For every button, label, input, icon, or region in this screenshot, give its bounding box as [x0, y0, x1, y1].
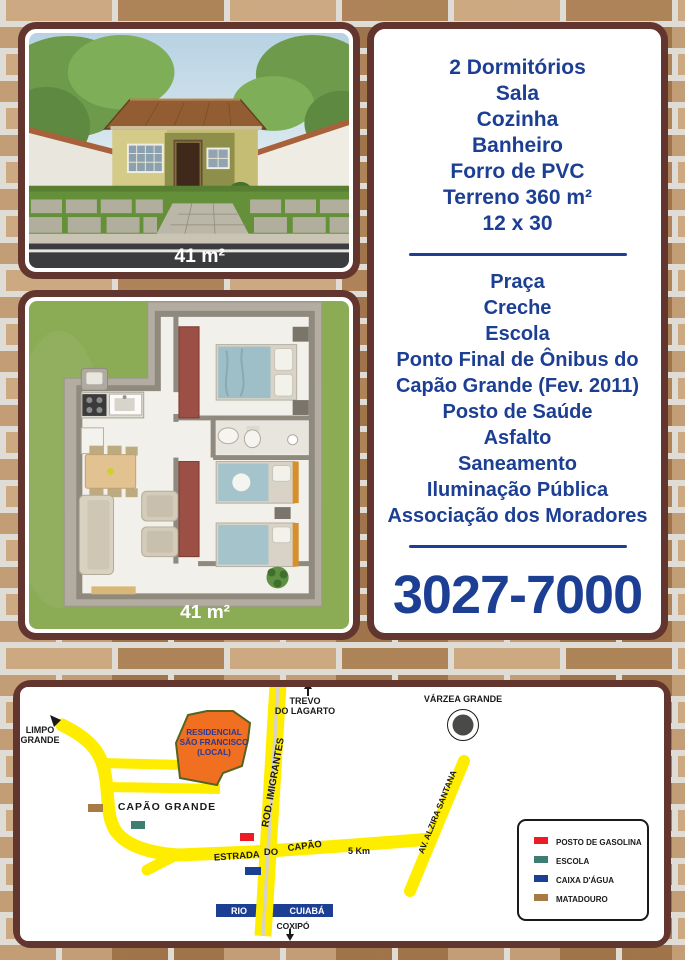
feature-item: 2 Dormitórios: [449, 56, 586, 79]
feature-item: Cozinha: [476, 108, 559, 131]
capao-grande-label: CAPÃO GRANDE: [117, 801, 217, 813]
amenity-item: Posto de Saúde: [442, 401, 593, 423]
limpo-label-2: GRANDE: [20, 735, 60, 745]
plant: [266, 567, 288, 589]
limpo-label-1: LIMPO: [25, 725, 55, 735]
cuiaba-label: CUIABÁ: [289, 906, 325, 916]
tv-rack: [91, 586, 135, 594]
capao-label: CAPÃO: [286, 838, 323, 855]
av-alzira-label: AV. ALZIRA SANTANA: [415, 768, 459, 855]
escola-marker: [131, 821, 145, 829]
house-photo-panel: [18, 22, 360, 279]
info-panel: [367, 22, 668, 640]
feature-item: Terreno 360 m²: [443, 186, 592, 209]
house-photo-illustration: [29, 33, 349, 268]
sidewalk: [29, 234, 349, 244]
amenity-item: Iluminação Pública: [426, 479, 609, 501]
amenity-item: Ponto Final de Ônibus do Capão Grande (Fev. 2011): [395, 349, 640, 397]
legend-swatch-escola: [534, 856, 548, 863]
trevo-label-1: TREVO: [289, 696, 321, 706]
legend-label-matadouro: MATADOURO: [556, 895, 608, 904]
legend-swatch-caixa: [534, 875, 548, 882]
amenity-item: Praça: [490, 271, 545, 293]
amenity-item: Asfalto: [483, 427, 552, 449]
legend-swatch-matadouro: [534, 894, 548, 901]
varzea-grande-marker: [448, 710, 479, 741]
amenity-item: Saneamento: [458, 453, 577, 475]
dining-set: [85, 446, 137, 498]
house-area-label: 41 m²: [174, 245, 225, 268]
feature-item: 12 x 30: [482, 212, 553, 235]
wall-shadow: [29, 186, 349, 192]
estrada-label: ESTRADA: [213, 849, 261, 864]
varzea-grande-label: VÁRZEA GRANDE: [423, 694, 503, 704]
residencial-line1: RESIDENCIAL: [186, 728, 242, 737]
posto-marker: [240, 833, 254, 841]
feature-item: Forro de PVC: [450, 160, 585, 183]
plan-area-label: 41 m²: [180, 602, 231, 624]
rio-label: RIO: [230, 906, 248, 916]
wardrobe: [179, 327, 199, 418]
location-map: [20, 687, 664, 941]
matadouro-marker: [88, 804, 103, 812]
legend-label-posto: POSTO DE GASOLINA: [556, 838, 642, 847]
do-label: DO: [263, 847, 279, 858]
bathroom: [216, 421, 309, 455]
laundry-tank: [81, 368, 107, 390]
road-branch-lower: [110, 787, 220, 789]
amenity-item: Associação dos Moradores: [387, 505, 648, 527]
feature-item: Banheiro: [471, 134, 563, 157]
legend-label-caixa: CAIXA D'ÁGUA: [556, 876, 615, 885]
floor-plan-panel: [18, 290, 360, 640]
road-branch-upper: [103, 763, 185, 765]
residencial-line3: (LOCAL): [197, 748, 231, 757]
trevo-label-2: DO LAGARTO: [274, 706, 336, 716]
features-list: [374, 55, 661, 237]
divider: [409, 545, 627, 548]
amenity-item: Escola: [485, 323, 550, 345]
wardrobe: [179, 462, 199, 557]
divider: [409, 253, 627, 256]
window-left: [128, 145, 163, 172]
residencial-line2: SÃO FRANCISCO: [179, 738, 249, 747]
coxipo-label: COXIPÓ: [276, 921, 310, 931]
legend-box: [518, 820, 648, 920]
floor-plan-illustration: [29, 301, 349, 629]
distance-label: 5 Km: [347, 846, 371, 856]
rod-imigrantes-label: ROD. IMIGRANTES: [260, 737, 287, 829]
window-right: [207, 149, 228, 169]
location-map-panel: [13, 680, 671, 948]
amenity-item: Creche: [483, 297, 552, 319]
phone-number: 3027-7000: [392, 565, 643, 625]
amenities-list: [374, 269, 661, 529]
legend-label-escola: ESCOLA: [556, 857, 590, 866]
caixa-dagua-marker: [245, 867, 261, 875]
feature-item: Sala: [495, 82, 540, 105]
legend-swatch-posto: [534, 837, 548, 844]
map-legend: [518, 820, 648, 920]
